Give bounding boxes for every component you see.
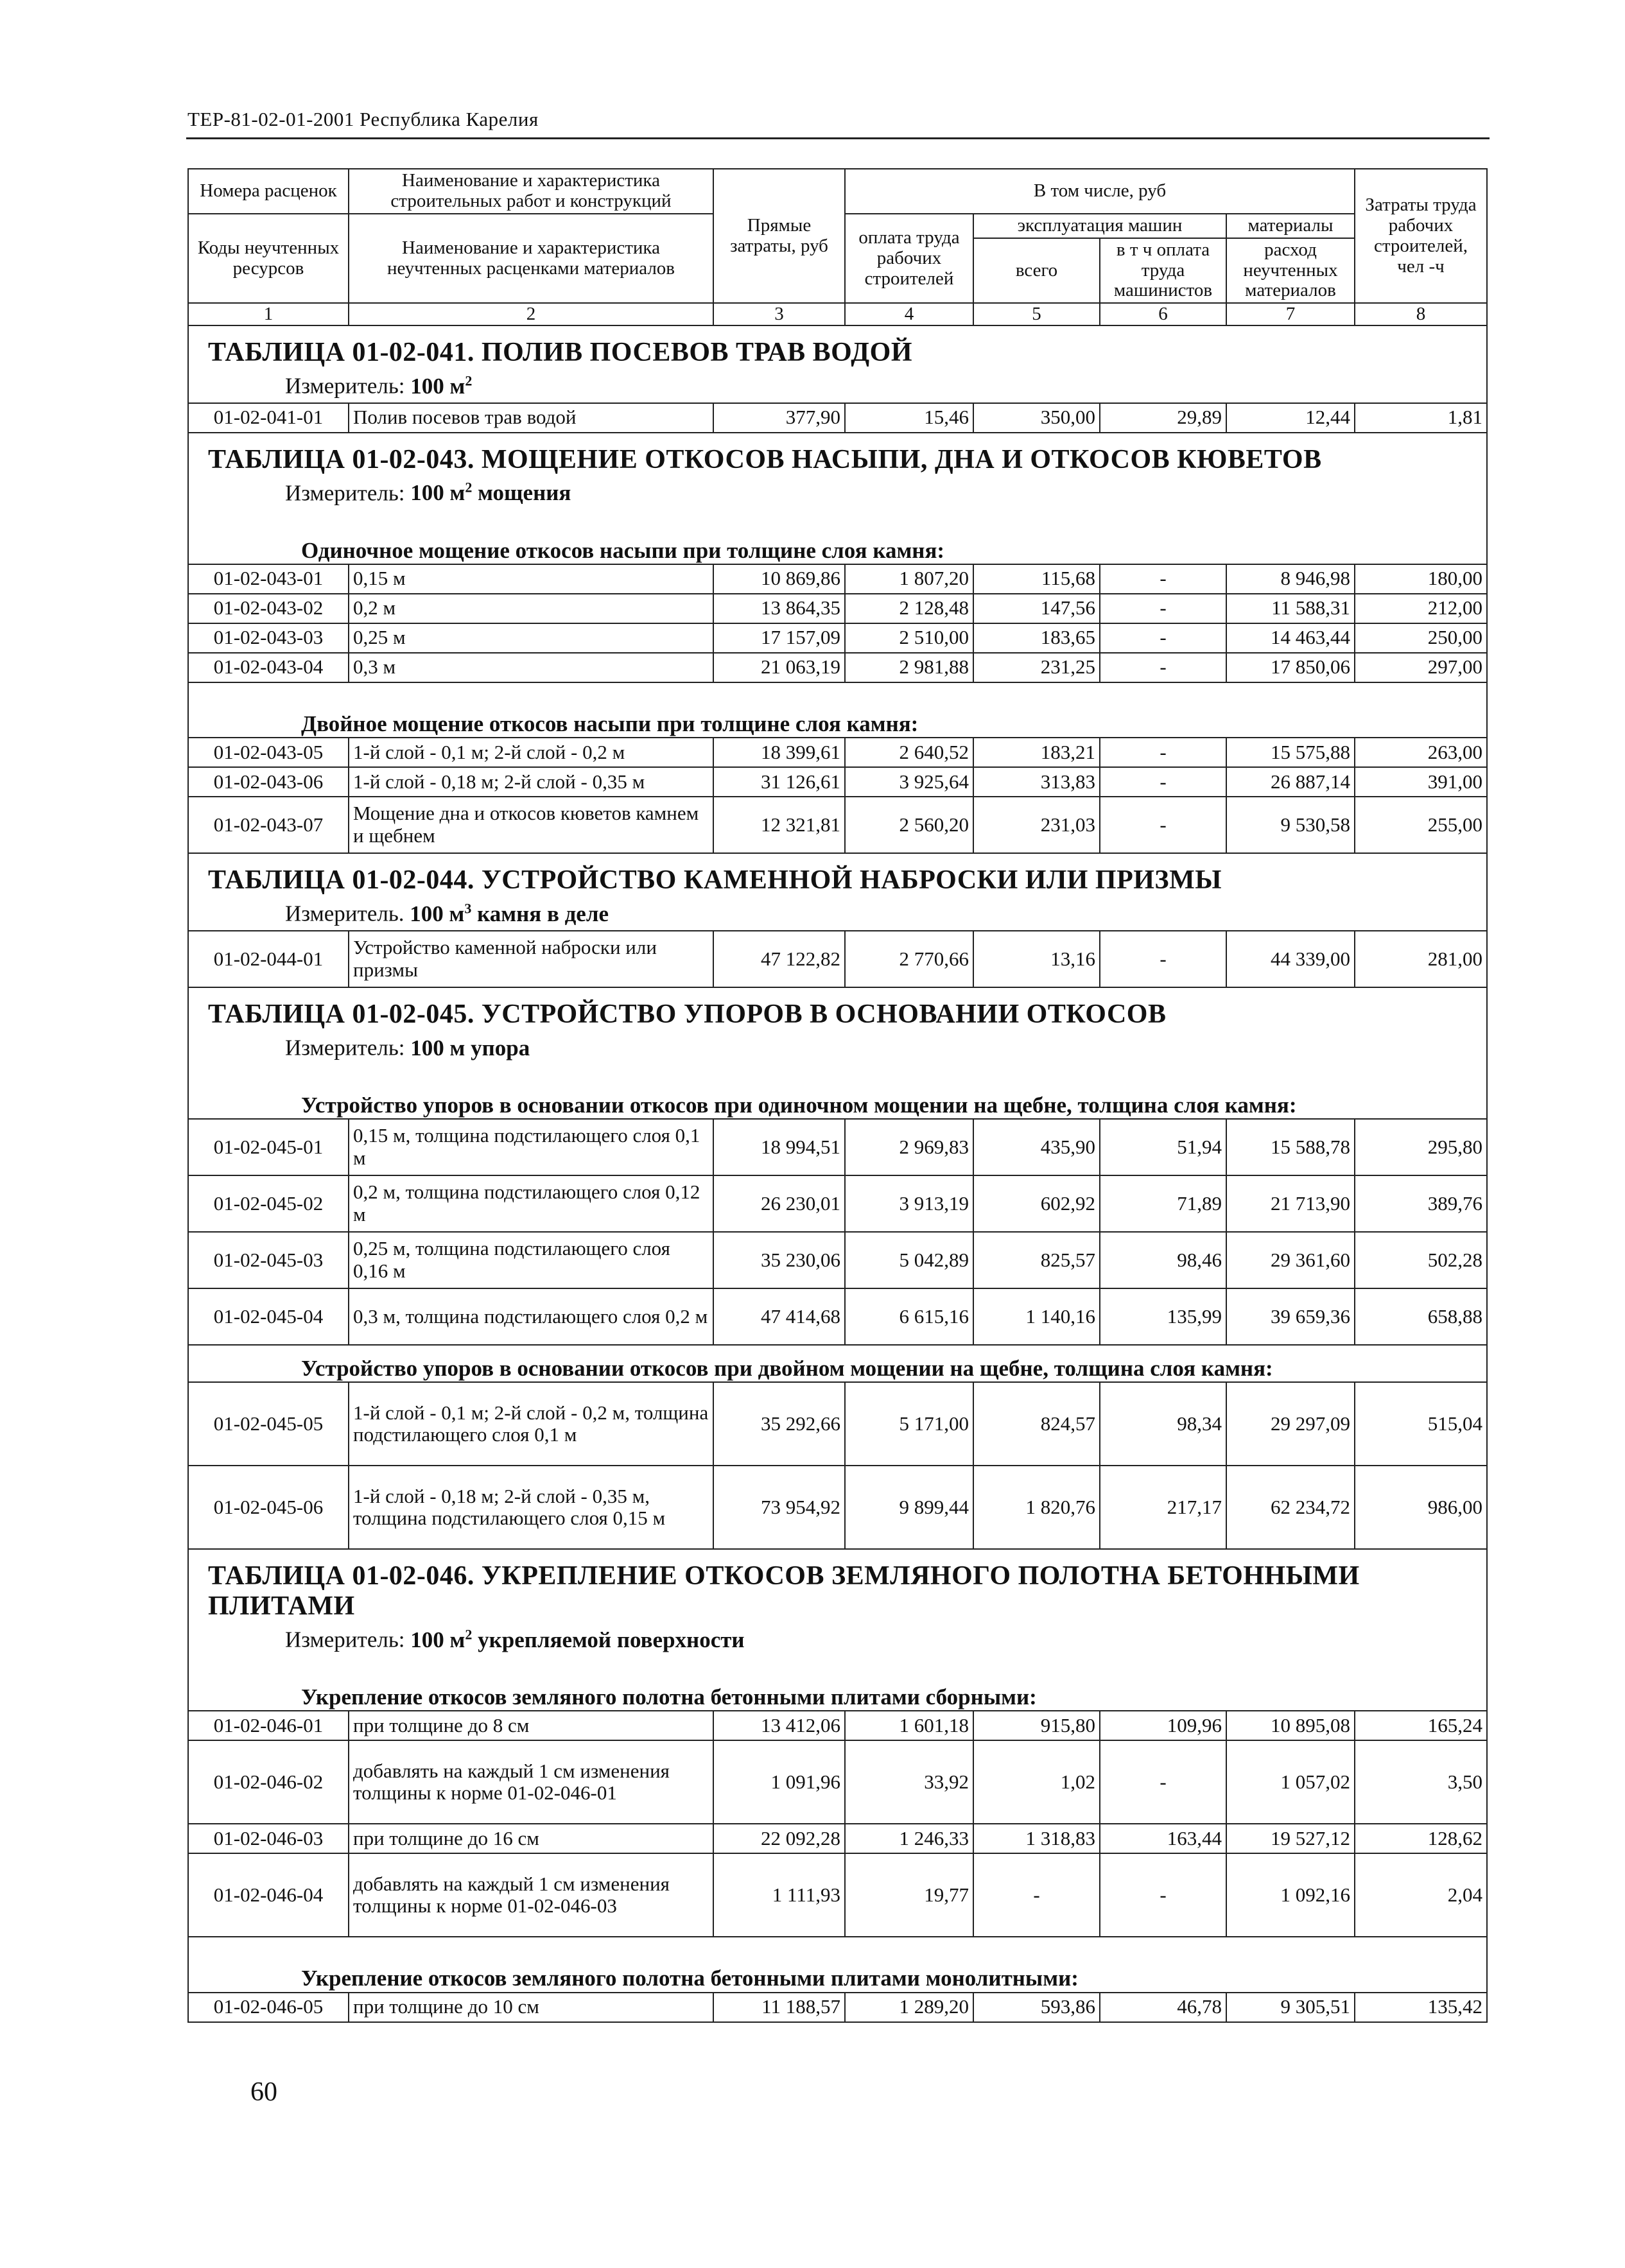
row-machines-wages: 98,34 xyxy=(1100,1382,1226,1466)
row-materials: 1 057,02 xyxy=(1226,1740,1355,1824)
row-direct-costs: 31 126,61 xyxy=(713,767,845,797)
row-direct-costs: 13 412,06 xyxy=(713,1711,845,1740)
group-subtitle: Одиночное мощение откосов насыпи при толщине слоя камня: xyxy=(188,510,1487,564)
table-row xyxy=(188,931,1487,987)
row-machines-total: 593,86 xyxy=(973,1993,1100,2022)
group-subtitle-row xyxy=(188,1064,1487,1119)
meter-suffix: укрепляемой поверхности xyxy=(472,1627,745,1653)
row-labor: 658,88 xyxy=(1355,1288,1487,1345)
row-labor: 2,04 xyxy=(1355,1853,1487,1937)
row-wages: 33,92 xyxy=(845,1740,973,1824)
table-row xyxy=(188,1382,1487,1466)
row-code: 01-02-046-03 xyxy=(188,1824,349,1853)
row-materials: 29 297,09 xyxy=(1226,1382,1355,1466)
row-machines-wages: 135,99 xyxy=(1100,1288,1226,1345)
table-row xyxy=(188,1740,1487,1824)
row-wages: 19,77 xyxy=(845,1853,973,1937)
row-direct-costs: 26 230,01 xyxy=(713,1175,845,1232)
meter-unit: 100 м xyxy=(410,373,465,399)
row-labor: 135,42 xyxy=(1355,1993,1487,2022)
row-name: 0,2 м xyxy=(349,594,713,623)
group-subtitle-row xyxy=(188,1345,1487,1382)
row-machines-wages: 29,89 xyxy=(1100,403,1226,433)
row-labor: 1,81 xyxy=(1355,403,1487,433)
row-labor: 502,28 xyxy=(1355,1232,1487,1288)
row-machines-total: - xyxy=(973,1853,1100,1937)
row-name: 0,3 м, толщина подстилающего слоя 0,2 м xyxy=(349,1288,713,1345)
row-machines-wages: 109,96 xyxy=(1100,1711,1226,1740)
row-direct-costs: 13 864,35 xyxy=(713,594,845,623)
row-name: при толщине до 8 см xyxy=(349,1711,713,1740)
row-code: 01-02-045-03 xyxy=(188,1232,349,1288)
col-materials: материалы xyxy=(1226,214,1355,238)
row-direct-costs: 1 091,96 xyxy=(713,1740,845,1824)
row-machines-wages: 217,17 xyxy=(1100,1466,1226,1549)
col-labor: Затраты труда рабочих строителей, чел -ч xyxy=(1355,169,1487,303)
column-numbers-row xyxy=(188,303,1487,325)
row-wages: 2 640,52 xyxy=(845,738,973,767)
table-row xyxy=(188,1824,1487,1853)
meter-exponent: 2 xyxy=(465,1626,473,1643)
row-machines-wages: - xyxy=(1100,1853,1226,1937)
row-machines-wages: - xyxy=(1100,594,1226,623)
meter-exponent: 3 xyxy=(464,900,472,917)
row-code: 01-02-043-01 xyxy=(188,564,349,594)
running-header: ТЕР-81-02-01-2001 Республика Карелия xyxy=(187,108,539,130)
row-code: 01-02-043-05 xyxy=(188,738,349,767)
meter-unit: 100 м xyxy=(410,1627,465,1653)
row-name: Устройство каменной наброски или призмы xyxy=(349,931,713,987)
row-machines-total: 231,03 xyxy=(973,797,1100,853)
row-labor: 263,00 xyxy=(1355,738,1487,767)
row-wages: 3 913,19 xyxy=(845,1175,973,1232)
row-direct-costs: 35 292,66 xyxy=(713,1382,845,1466)
row-labor: 389,76 xyxy=(1355,1175,1487,1232)
row-code: 01-02-046-02 xyxy=(188,1740,349,1824)
row-materials: 9 305,51 xyxy=(1226,1993,1355,2022)
row-direct-costs: 12 321,81 xyxy=(713,797,845,853)
table-row xyxy=(188,738,1487,767)
row-direct-costs: 21 063,19 xyxy=(713,653,845,682)
col-machines-wages: в т ч оплата труда машинистов xyxy=(1100,238,1226,304)
group-subtitle-row xyxy=(188,682,1487,738)
row-wages: 2 510,00 xyxy=(845,623,973,653)
group-subtitle-row xyxy=(188,1937,1487,1992)
row-materials: 39 659,36 xyxy=(1226,1288,1355,1345)
col-name-bottom: Наименование и характеристика неучтенных расценками материалов xyxy=(349,214,713,304)
row-name: 1-й слой - 0,1 м; 2-й слой - 0,2 м xyxy=(349,738,713,767)
section-title: ТАБЛИЦА 01-02-043. МОЩЕНИЕ ОТКОСОВ НАСЫПИ, ДНА И ОТКОСОВ КЮВЕТОВ xyxy=(208,444,1322,474)
row-materials: 15 575,88 xyxy=(1226,738,1355,767)
col-name-top: Наименование и характеристика строительных работ и конструкций xyxy=(349,169,713,214)
col-code-bottom: Коды неучтенных ресурсов xyxy=(188,214,349,304)
column-number: 5 xyxy=(973,303,1100,325)
row-materials: 11 588,31 xyxy=(1226,594,1355,623)
meter-exponent: 2 xyxy=(465,372,473,388)
row-machines-total: 183,65 xyxy=(973,623,1100,653)
meter-exponent: 2 xyxy=(465,479,473,496)
row-direct-costs: 11 188,57 xyxy=(713,1993,845,2022)
table-row xyxy=(188,653,1487,682)
row-machines-wages: 71,89 xyxy=(1100,1175,1226,1232)
meter-row xyxy=(188,368,1487,403)
section-title-row xyxy=(188,987,1487,1030)
row-machines-wages: - xyxy=(1100,797,1226,853)
row-machines-total: 115,68 xyxy=(973,564,1100,594)
row-machines-total: 13,16 xyxy=(973,931,1100,987)
row-labor: 295,80 xyxy=(1355,1119,1487,1175)
row-wages: 1 246,33 xyxy=(845,1824,973,1853)
row-materials: 9 530,58 xyxy=(1226,797,1355,853)
row-wages: 1 601,18 xyxy=(845,1711,973,1740)
row-direct-costs: 47 414,68 xyxy=(713,1288,845,1345)
col-code-top: Номера расценок xyxy=(188,169,349,214)
meter-suffix: камня в деле xyxy=(471,901,609,926)
header-rule xyxy=(186,137,1490,139)
row-materials: 8 946,98 xyxy=(1226,564,1355,594)
section-title-row xyxy=(188,325,1487,368)
row-labor: 250,00 xyxy=(1355,623,1487,653)
row-labor: 165,24 xyxy=(1355,1711,1487,1740)
col-machines: эксплуатация машин xyxy=(973,214,1226,238)
row-direct-costs: 1 111,93 xyxy=(713,1853,845,1937)
column-number: 8 xyxy=(1355,303,1487,325)
row-machines-total: 824,57 xyxy=(973,1382,1100,1466)
meter-unit: 100 м xyxy=(410,480,465,506)
meter-unit: 100 м xyxy=(410,901,465,926)
col-including: В том числе, руб xyxy=(845,169,1355,214)
row-machines-wages: 46,78 xyxy=(1100,1993,1226,2022)
row-direct-costs: 73 954,92 xyxy=(713,1466,845,1549)
group-subtitle: Укрепление откосов земляного полотна бетонными плитами сборными: xyxy=(188,1656,1487,1711)
row-machines-wages: - xyxy=(1100,738,1226,767)
col-wages: оплата труда рабочих строителей xyxy=(845,214,973,304)
row-name: 0,15 м, толщина подстилающего слоя 0,1 м xyxy=(349,1119,713,1175)
page-number: 60 xyxy=(250,2077,277,2107)
group-subtitle: Двойное мощение откосов насыпи при толщине слоя камня: xyxy=(188,682,1487,738)
section-title: ТАБЛИЦА 01-02-046. УКРЕПЛЕНИЕ ОТКОСОВ ЗЕМЛЯНОГО ПОЛОТНА БЕТОННЫМИ ПЛИТАМИ xyxy=(208,1561,1360,1622)
table-row xyxy=(188,1711,1487,1740)
row-wages: 3 925,64 xyxy=(845,767,973,797)
meter-row xyxy=(188,1622,1487,1656)
row-machines-total: 350,00 xyxy=(973,403,1100,433)
meter-row xyxy=(188,896,1487,931)
section-title: ТАБЛИЦА 01-02-045. УСТРОЙСТВО УПОРОВ В ОСНОВАНИИ ОТКОСОВ xyxy=(208,999,1167,1029)
meter-row xyxy=(188,1030,1487,1064)
meter-unit: 100 м упора xyxy=(410,1035,530,1060)
row-labor: 515,04 xyxy=(1355,1382,1487,1466)
column-number: 7 xyxy=(1226,303,1355,325)
meter-value xyxy=(410,374,472,399)
row-labor: 255,00 xyxy=(1355,797,1487,853)
row-wages: 9 899,44 xyxy=(845,1466,973,1549)
row-direct-costs: 18 399,61 xyxy=(713,738,845,767)
row-machines-total: 1 140,16 xyxy=(973,1288,1100,1345)
row-labor: 128,62 xyxy=(1355,1824,1487,1853)
row-machines-total: 825,57 xyxy=(973,1232,1100,1288)
row-name: 0,25 м xyxy=(349,623,713,653)
row-wages: 6 615,16 xyxy=(845,1288,973,1345)
group-subtitle-row xyxy=(188,1656,1487,1711)
section-title: ТАБЛИЦА 01-02-044. УСТРОЙСТВО КАМЕННОЙ НАБРОСКИ ИЛИ ПРИЗМЫ xyxy=(208,865,1222,896)
row-materials: 26 887,14 xyxy=(1226,767,1355,797)
row-wages: 5 171,00 xyxy=(845,1382,973,1466)
row-name: добавлять на каждый 1 см изменения толщины к норме 01-02-046-03 xyxy=(349,1853,713,1937)
row-materials: 62 234,72 xyxy=(1226,1466,1355,1549)
row-code: 01-02-046-01 xyxy=(188,1711,349,1740)
table-row xyxy=(188,403,1487,433)
row-machines-wages: - xyxy=(1100,767,1226,797)
section-title-row xyxy=(188,853,1487,896)
table-row xyxy=(188,1119,1487,1175)
row-direct-costs: 35 230,06 xyxy=(713,1232,845,1288)
row-code: 01-02-046-05 xyxy=(188,1993,349,2022)
row-wages: 1 289,20 xyxy=(845,1993,973,2022)
row-materials: 44 339,00 xyxy=(1226,931,1355,987)
row-name: 0,15 м xyxy=(349,564,713,594)
column-number: 2 xyxy=(349,303,713,325)
row-wages: 2 560,20 xyxy=(845,797,973,853)
column-number: 1 xyxy=(188,303,349,325)
meter-label: Измеритель: xyxy=(285,480,411,506)
row-labor: 3,50 xyxy=(1355,1740,1487,1824)
table-row xyxy=(188,623,1487,653)
row-code: 01-02-044-01 xyxy=(188,931,349,987)
row-materials: 10 895,08 xyxy=(1226,1711,1355,1740)
row-machines-wages: - xyxy=(1100,931,1226,987)
row-materials: 12,44 xyxy=(1226,403,1355,433)
row-machines-total: 1 318,83 xyxy=(973,1824,1100,1853)
col-materials-unaccounted: расход неучтенных материалов xyxy=(1226,238,1355,304)
meter-value xyxy=(410,1627,744,1652)
table-body xyxy=(188,325,1487,2022)
section-title-row xyxy=(188,1549,1487,1622)
row-direct-costs: 22 092,28 xyxy=(713,1824,845,1853)
table-row xyxy=(188,767,1487,797)
row-machines-wages: 98,46 xyxy=(1100,1232,1226,1288)
row-name: 1-й слой - 0,18 м; 2-й слой - 0,35 м xyxy=(349,767,713,797)
col-machines-total: всего xyxy=(973,238,1100,304)
rates-table xyxy=(187,168,1488,2023)
row-labor: 986,00 xyxy=(1355,1466,1487,1549)
row-materials: 21 713,90 xyxy=(1226,1175,1355,1232)
row-name: при толщине до 10 см xyxy=(349,1993,713,2022)
row-machines-wages: 163,44 xyxy=(1100,1824,1226,1853)
row-code: 01-02-045-02 xyxy=(188,1175,349,1232)
row-machines-wages: - xyxy=(1100,623,1226,653)
group-subtitle: Устройство упоров в основании откосов при двойном мощении на щебне, толщина слоя камня: xyxy=(188,1345,1487,1382)
meter-label: Измеритель: xyxy=(285,1627,411,1653)
meter-value xyxy=(410,901,609,926)
row-machines-total: 147,56 xyxy=(973,594,1100,623)
row-name: Полив посевов трав водой xyxy=(349,403,713,433)
row-labor: 180,00 xyxy=(1355,564,1487,594)
row-code: 01-02-043-06 xyxy=(188,767,349,797)
row-name: 0,2 м, толщина подстилающего слоя 0,12 м xyxy=(349,1175,713,1232)
col-direct-costs: Прямые затраты, руб xyxy=(713,169,845,303)
row-code: 01-02-046-04 xyxy=(188,1853,349,1937)
table-row xyxy=(188,797,1487,853)
section-title: ТАБЛИЦА 01-02-041. ПОЛИВ ПОСЕВОВ ТРАВ ВОДОЙ xyxy=(208,337,912,367)
row-code: 01-02-045-06 xyxy=(188,1466,349,1549)
row-code: 01-02-045-01 xyxy=(188,1119,349,1175)
row-machines-wages: - xyxy=(1100,564,1226,594)
row-materials: 19 527,12 xyxy=(1226,1824,1355,1853)
row-machines-total: 915,80 xyxy=(973,1711,1100,1740)
table-row xyxy=(188,594,1487,623)
row-code: 01-02-043-03 xyxy=(188,623,349,653)
row-direct-costs: 18 994,51 xyxy=(713,1119,845,1175)
row-wages: 15,46 xyxy=(845,403,973,433)
row-name: 0,25 м, толщина подстилающего слоя 0,16 м xyxy=(349,1232,713,1288)
meter-value xyxy=(410,480,571,505)
table-row xyxy=(188,1175,1487,1232)
row-name: 1-й слой - 0,18 м; 2-й слой - 0,35 м, толщина подстилающего слоя 0,15 м xyxy=(349,1466,713,1549)
table-header xyxy=(188,169,1487,325)
meter-label: Измеритель: xyxy=(285,373,411,399)
meter-suffix: мощения xyxy=(472,480,571,506)
group-subtitle: Укрепление откосов земляного полотна бетонными плитами монолитными: xyxy=(188,1937,1487,1992)
meter-row xyxy=(188,475,1487,510)
row-code: 01-02-043-04 xyxy=(188,653,349,682)
table-row xyxy=(188,1466,1487,1549)
row-machines-wages: - xyxy=(1100,653,1226,682)
column-number: 4 xyxy=(845,303,973,325)
meter-value xyxy=(410,1035,530,1060)
row-name: 1-й слой - 0,1 м; 2-й слой - 0,2 м, толщина подстилающего слоя 0,1 м xyxy=(349,1382,713,1466)
row-machines-total: 1,02 xyxy=(973,1740,1100,1824)
row-labor: 212,00 xyxy=(1355,594,1487,623)
meter-label: Измеритель: xyxy=(285,1035,411,1060)
row-wages: 2 128,48 xyxy=(845,594,973,623)
row-name: добавлять на каждый 1 см изменения толщины к норме 01-02-046-01 xyxy=(349,1740,713,1824)
table-row xyxy=(188,1993,1487,2022)
row-machines-wages: 51,94 xyxy=(1100,1119,1226,1175)
row-code: 01-02-045-05 xyxy=(188,1382,349,1466)
row-direct-costs: 17 157,09 xyxy=(713,623,845,653)
row-code: 01-02-041-01 xyxy=(188,403,349,433)
table-row xyxy=(188,564,1487,594)
column-number: 3 xyxy=(713,303,845,325)
row-materials: 14 463,44 xyxy=(1226,623,1355,653)
row-machines-total: 1 820,76 xyxy=(973,1466,1100,1549)
row-wages: 2 969,83 xyxy=(845,1119,973,1175)
group-subtitle: Устройство упоров в основании откосов при одиночном мощении на щебне, толщина слоя камня: xyxy=(188,1064,1487,1119)
table-row xyxy=(188,1853,1487,1937)
row-wages: 5 042,89 xyxy=(845,1232,973,1288)
group-subtitle-row xyxy=(188,510,1487,564)
row-machines-total: 231,25 xyxy=(973,653,1100,682)
row-direct-costs: 47 122,82 xyxy=(713,931,845,987)
row-code: 01-02-045-04 xyxy=(188,1288,349,1345)
row-machines-wages: - xyxy=(1100,1740,1226,1824)
row-direct-costs: 377,90 xyxy=(713,403,845,433)
row-machines-total: 435,90 xyxy=(973,1119,1100,1175)
row-machines-total: 183,21 xyxy=(973,738,1100,767)
row-code: 01-02-043-07 xyxy=(188,797,349,853)
row-name: 0,3 м xyxy=(349,653,713,682)
row-labor: 281,00 xyxy=(1355,931,1487,987)
row-labor: 297,00 xyxy=(1355,653,1487,682)
row-materials: 15 588,78 xyxy=(1226,1119,1355,1175)
row-materials: 1 092,16 xyxy=(1226,1853,1355,1937)
row-machines-total: 602,92 xyxy=(973,1175,1100,1232)
row-wages: 2 770,66 xyxy=(845,931,973,987)
section-title-row xyxy=(188,433,1487,475)
row-code: 01-02-043-02 xyxy=(188,594,349,623)
table-row xyxy=(188,1288,1487,1345)
row-name: при толщине до 16 см xyxy=(349,1824,713,1853)
row-materials: 29 361,60 xyxy=(1226,1232,1355,1288)
row-name: Мощение дна и откосов кюветов камнем и щебнем xyxy=(349,797,713,853)
row-materials: 17 850,06 xyxy=(1226,653,1355,682)
row-labor: 391,00 xyxy=(1355,767,1487,797)
row-wages: 2 981,88 xyxy=(845,653,973,682)
table-row xyxy=(188,1232,1487,1288)
meter-label: Измеритель. xyxy=(285,901,410,926)
row-direct-costs: 10 869,86 xyxy=(713,564,845,594)
row-machines-total: 313,83 xyxy=(973,767,1100,797)
row-wages: 1 807,20 xyxy=(845,564,973,594)
column-number: 6 xyxy=(1100,303,1226,325)
